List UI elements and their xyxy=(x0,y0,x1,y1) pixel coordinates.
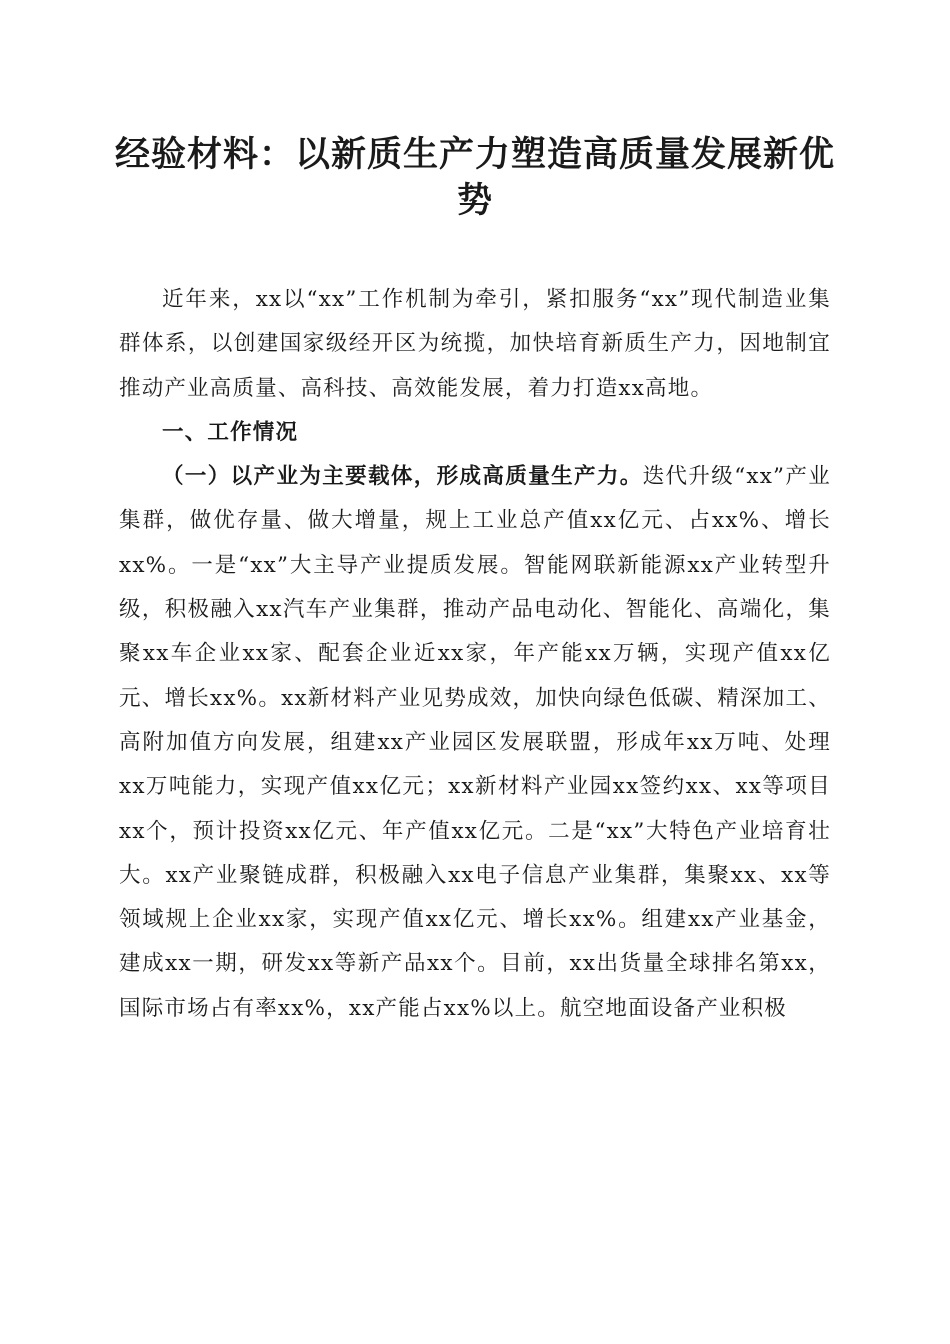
document-body xyxy=(119,278,831,1031)
intro-paragraph: 近年来，xx以“xx”工作机制为牵引，紧扣服务“xx”现代制造业集群体系，以创建国家级经开区为统揽，加快培育新质生产力，因地制宜推动产业高质量、高科技、高效能发展，着力打造xx高地。 xyxy=(119,287,831,401)
subsection-body: 迭代升级“xx”产业集群，做优存量、做大增量，规上工业总产值xx亿元、占xx%、增长xx%。一是“xx”大主导产业提质发展。智能网联新能源xx产业转型升级，积极融入xx汽车产业集群，推动产品电动化、智能化、高端化，集聚xx车企业xx家、配套企业近xx家，年产能xx万辆，实现产值xx亿元、增长xx%。xx新材料产业见势成效，加快向绿色低碳、精深加工、高附加值方向发展，组建xx产业园区发展联盟，形成年xx万吨、处理xx万吨能力，实现产值xx亿元；xx新材料产业园xx签约xx、xx等项目xx个，预计投资xx亿元、年产值xx亿元。二是“xx”大特色产业培育壮大。xx产业聚链成群，积极融入xx电子信息产业集群，集聚xx、xx等领域规上企业xx家，实现产值xx亿元、增长xx%。组建xx产业基金，建成xx一期，研发xx等新产品xx个。目前，xx出货量全球排名第xx，国际市场占有率xx%，xx产能占xx%以上。航空地面设备产业积极 xyxy=(119,464,831,1021)
subsection-paragraph xyxy=(119,455,831,1031)
document-title: 经验材料：以新质生产力塑造高质量发展新优势 xyxy=(114,134,835,221)
section-heading: 一、工作情况 xyxy=(162,419,299,445)
subsection-heading: （一）以产业为主要载体，形成高质量生产力。 xyxy=(162,464,643,490)
